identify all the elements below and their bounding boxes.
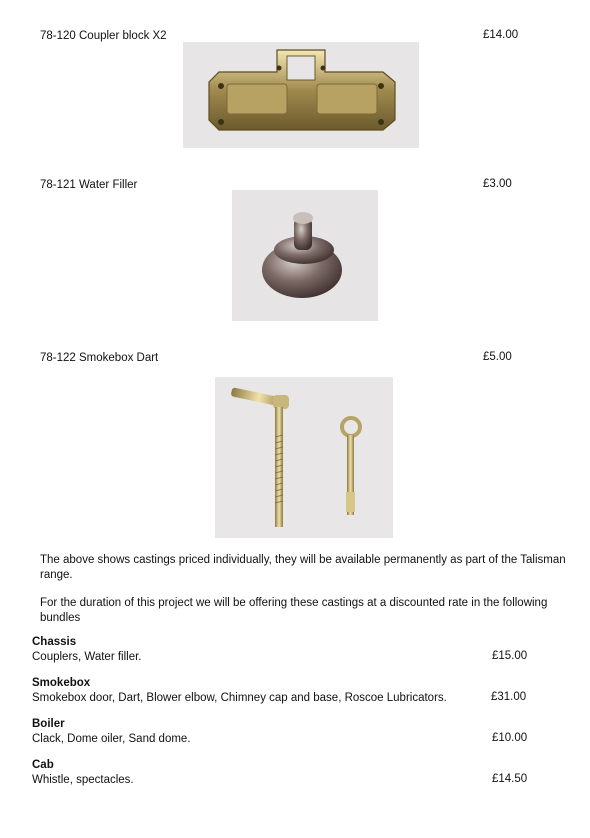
product-1-name: 78-120 Coupler block X2 [40,30,167,42]
smokebox-dart-photo [215,377,393,538]
bundle-1-title: Chassis [32,636,77,648]
coupler-block-image [183,42,419,148]
bundle-2-items: Smokebox door, Dart, Blower elbow, Chimney cap and base, Roscoe Lubricators. [32,692,447,704]
coupler-block-photo [183,42,419,148]
bundle-3-price: £10.00 [492,732,528,744]
product-3-price: £5.00 [483,351,512,363]
note-individual-pricing: The above shows castings priced individually, they will be available permanently as part of the Talisman range. [40,554,566,581]
bundle-1-items: Couplers, Water filler. [32,651,142,663]
water-filler-photo [232,190,378,321]
product-2-name: 78-121 Water Filler [40,179,138,191]
water-filler-image [232,190,378,321]
bundle-2-price: £31.00 [491,691,527,703]
product-2-price: £3.00 [483,178,512,190]
bundle-4-price: £14.50 [492,773,528,785]
bundle-1-price: £15.00 [492,650,528,662]
bundle-3-title: Boiler [32,718,65,730]
bundle-4-items: Whistle, spectacles. [32,774,134,786]
note-discount-bundles: For the duration of this project we will be offering these castings at a discounted rate in the following bundles [40,597,548,624]
product-1-price: £14.00 [483,29,519,41]
smokebox-dart-image [215,377,393,538]
bundle-3-items: Clack, Dome oiler, Sand dome. [32,733,191,745]
product-3-name: 78-122 Smokebox Dart [40,352,159,364]
bundle-2-title: Smokebox [32,677,91,689]
bundle-4-title: Cab [32,759,54,771]
